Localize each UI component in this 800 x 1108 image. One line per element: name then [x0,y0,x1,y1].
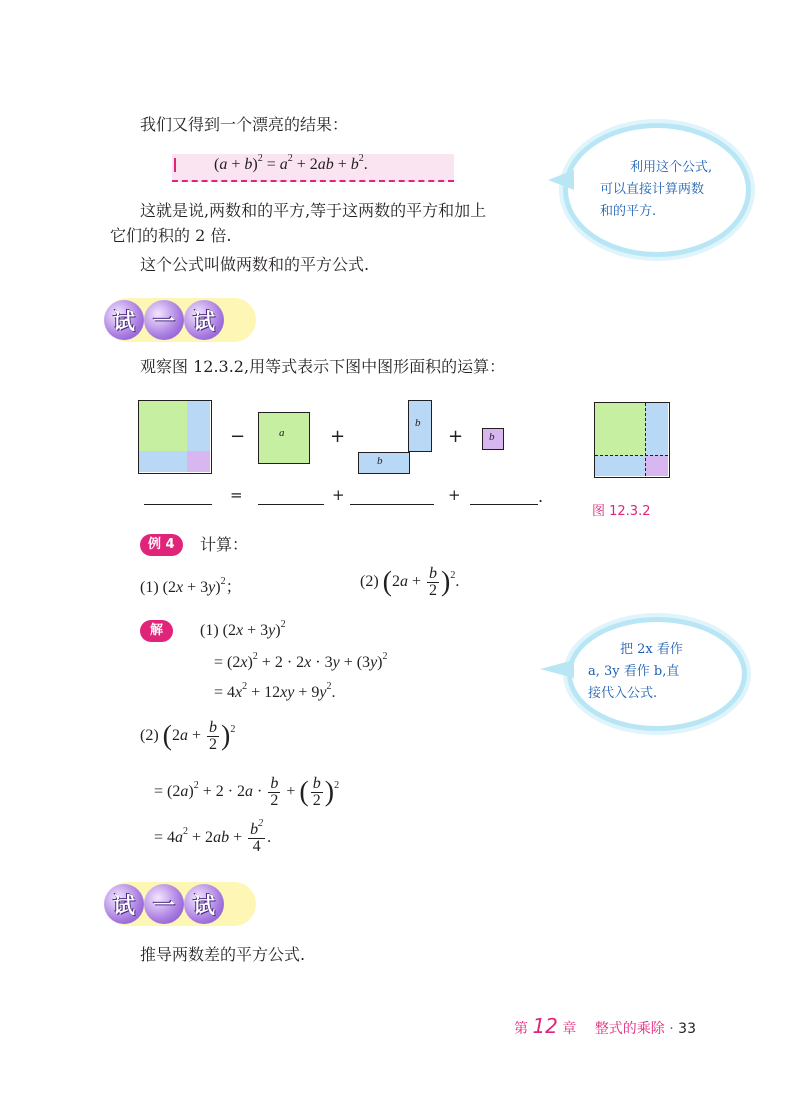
try-char-2: 一 [144,300,184,340]
try2-char-2: 一 [144,884,184,924]
try2-char-3: 试 [184,884,224,924]
intro-line: 我们又得到一个漂亮的结果： [140,115,349,134]
bubble1-line1: 利用这个公式, [630,160,713,175]
bubble-tail-2 [540,660,574,678]
try2-char-1: 试 [104,884,144,924]
blank-1[interactable] [144,503,212,505]
observe-line: 观察图 12.3.2,用等式表示下图中图形面积的运算： [140,357,506,376]
solution-2-line1: (2) (2a + $\frac{b}{2}$ )$^2$ [140,719,236,753]
figure-caption: 图 12.3.2 [592,504,651,519]
solution-2-line2: = $(2a)^2 + 2 \cdot 2a$ · $\frac{b}{2}$ + ( $\frac{b}{2}$ )$^2$ [154,775,340,809]
blank-4[interactable] [470,503,538,505]
figure-big-square [138,400,212,474]
figure-blue-rect-horizontal: b [358,452,410,474]
blank-end-dot: . [538,487,544,506]
try-char-3: 试 [184,300,224,340]
solution-1-line2: = $(2x)^2 + 2 \cdot 2x \cdot 3y + (3y)^2$ [214,651,388,671]
bubble2-line2: a, 3y 看作 b,直 [588,664,680,679]
page-number: 33 [678,1021,696,1037]
bubble2-line3: 接代入公式. [588,686,658,701]
page-footer: 第 12 章 整式的乘除 · 33 [514,1014,696,1038]
bubble1-line2: 可以直接计算两数 [600,182,705,197]
example-label: 例 4 [140,534,183,556]
blank-3[interactable] [350,503,434,505]
problem-1: (1) $(2x + 3y)^2$； [140,576,242,596]
minus-sign: − [230,426,246,447]
formula-name-line: 这个公式叫做两数和的平方公式. [140,255,370,274]
plus-sign-3: + [332,486,345,504]
example-title: 计算： [200,535,249,554]
try-char-1: 试 [104,300,144,340]
figure-purple-square: b [482,428,504,450]
square-sum-formula: $(a + b)^2 = a^2 + 2ab + b^2$. [214,153,368,173]
plus-sign-2: + [448,426,464,447]
solution-1-line3: = $4x^2 + 12xy + 9y^2$. [214,681,336,701]
blank-2[interactable] [258,503,324,505]
solution-label: 解 [140,620,173,642]
try2-line: 推导两数差的平方公式. [140,945,306,964]
equals-sign: = [230,486,243,504]
explain-line2: 它们的积的 2 倍. [110,226,232,245]
bubble-tail-1 [548,170,574,190]
figure-divided-square [594,402,670,478]
solution-2-line3: = $4a^2 + 2ab$ + $\frac{b^2}{4}$ . [154,818,272,855]
explain-line1: 这就是说,两数和的平方,等于这两数的平方和加上 [140,201,487,220]
plus-sign-1: + [330,426,346,447]
formula-box [172,154,454,182]
problem-2: (2) (2a + $\frac{b}{2}$ )$^2$. [360,565,460,599]
bubble1-line3: 和的平方. [600,204,657,219]
plus-sign-4: + [448,486,461,504]
bubble2-line1: 把 2x 看作 [620,642,683,657]
figure-green-square: a [258,412,310,464]
solution-1-line1: (1) $(2x + 3y)^2$ [200,619,286,639]
figure-blue-rect-vertical: b [408,400,432,452]
